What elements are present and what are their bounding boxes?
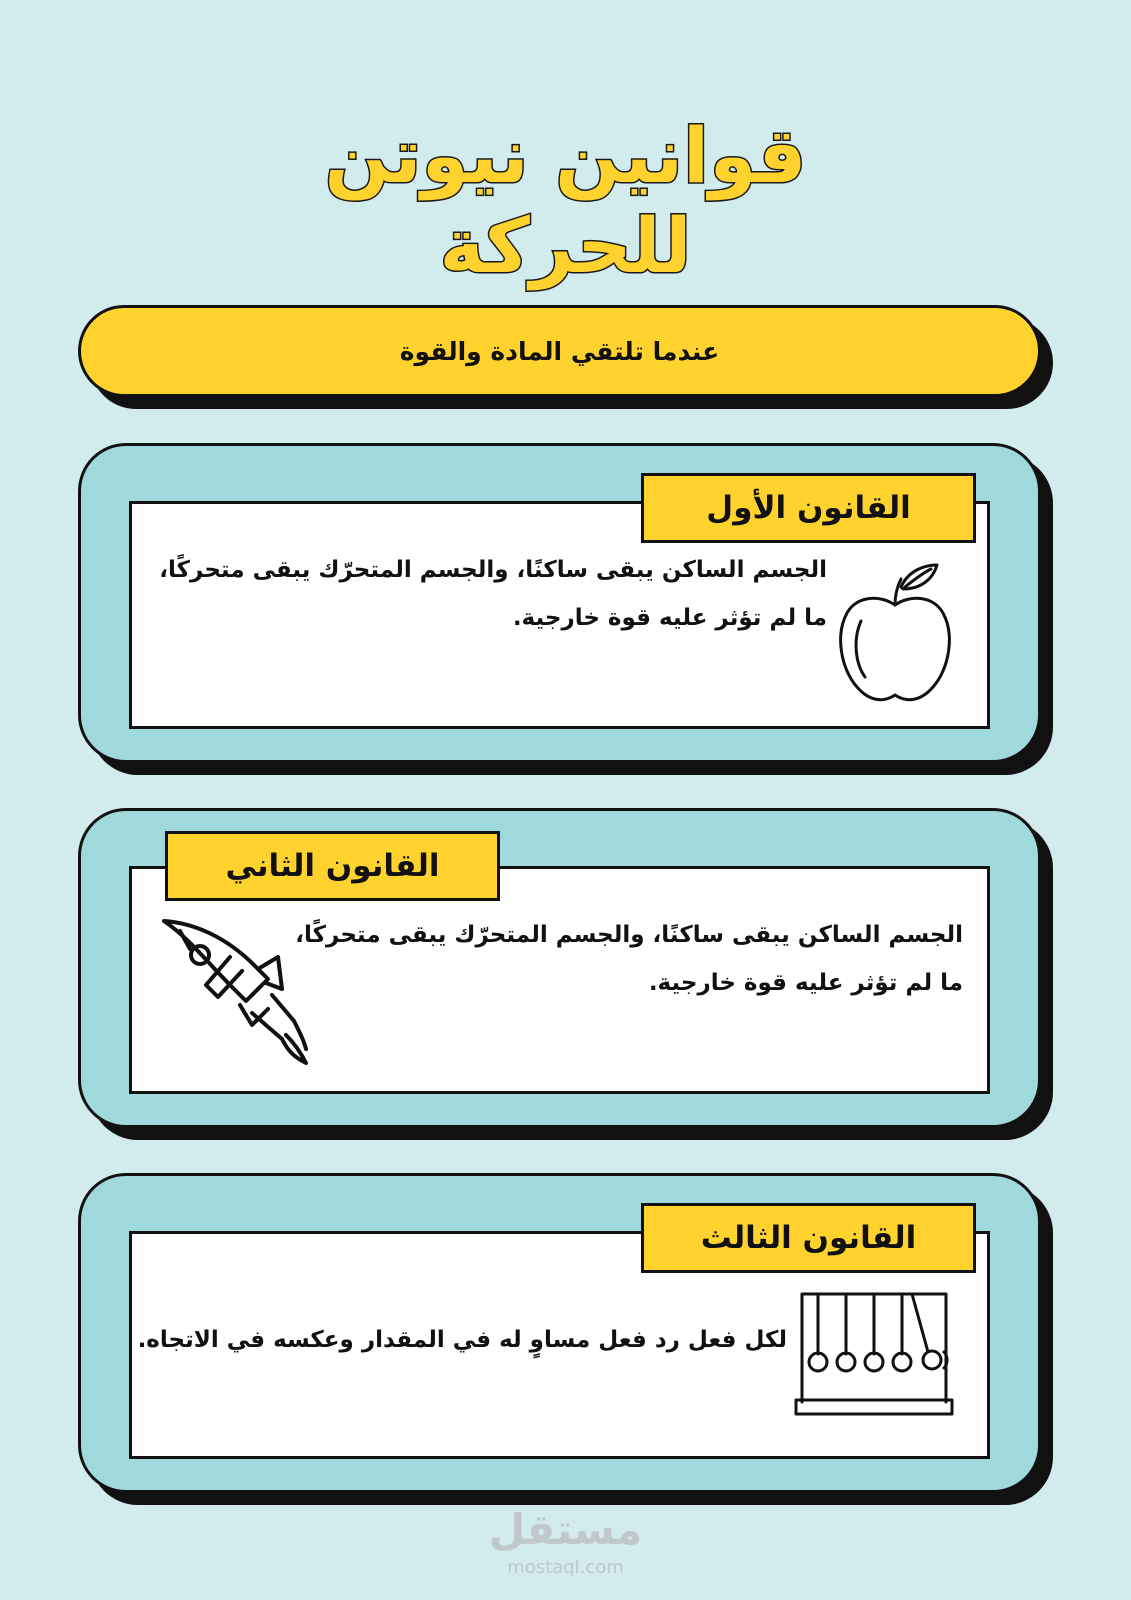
subtitle-banner bbox=[78, 305, 1041, 397]
watermark-url: mostaql.com bbox=[507, 1557, 624, 1578]
rocket-icon bbox=[160, 917, 310, 1067]
law-1-text-line-2: ما لم تؤثر عليه قوة خارجية. bbox=[512, 605, 827, 631]
law-2-card bbox=[78, 808, 1041, 1128]
law-3-text-line-1: لكل فعل رد فعل مساوٍ له في المقدار وعكسه في الاتجاه. bbox=[137, 1327, 787, 1353]
title-line-1: قوانين نيوتن bbox=[324, 111, 807, 200]
law-2-text-line-2: ما لم تؤثر عليه قوة خارجية. bbox=[648, 970, 963, 996]
law-2-text bbox=[263, 911, 963, 1007]
subtitle-text: عندما تلتقي المادة والقوة bbox=[399, 336, 720, 366]
law-1-heading-tag bbox=[641, 473, 976, 543]
apple-icon bbox=[831, 559, 961, 709]
law-2-heading: القانون الثاني bbox=[225, 848, 440, 884]
law-3-card bbox=[78, 1173, 1041, 1493]
law-1-card bbox=[78, 443, 1041, 763]
law-2-heading-tag bbox=[165, 831, 500, 901]
law-3-text bbox=[127, 1316, 787, 1364]
newtons-cradle-icon bbox=[794, 1290, 959, 1420]
law-3-heading-tag bbox=[641, 1203, 976, 1273]
law-3-heading: القانون الثالث bbox=[700, 1220, 917, 1256]
law-1-text bbox=[127, 546, 827, 642]
law-1-heading: القانون الأول bbox=[706, 490, 911, 526]
law-2-text-line-1: الجسم الساكن يبقى ساكنًا، والجسم المتحرّك يبقى متحركًا، bbox=[295, 922, 963, 948]
watermark-logo: مستقل bbox=[488, 1505, 643, 1554]
title-line-2: للحركة bbox=[439, 201, 692, 290]
law-1-text-line-1: الجسم الساكن يبقى ساكنًا، والجسم المتحرّك يبقى متحركًا، bbox=[159, 557, 827, 583]
